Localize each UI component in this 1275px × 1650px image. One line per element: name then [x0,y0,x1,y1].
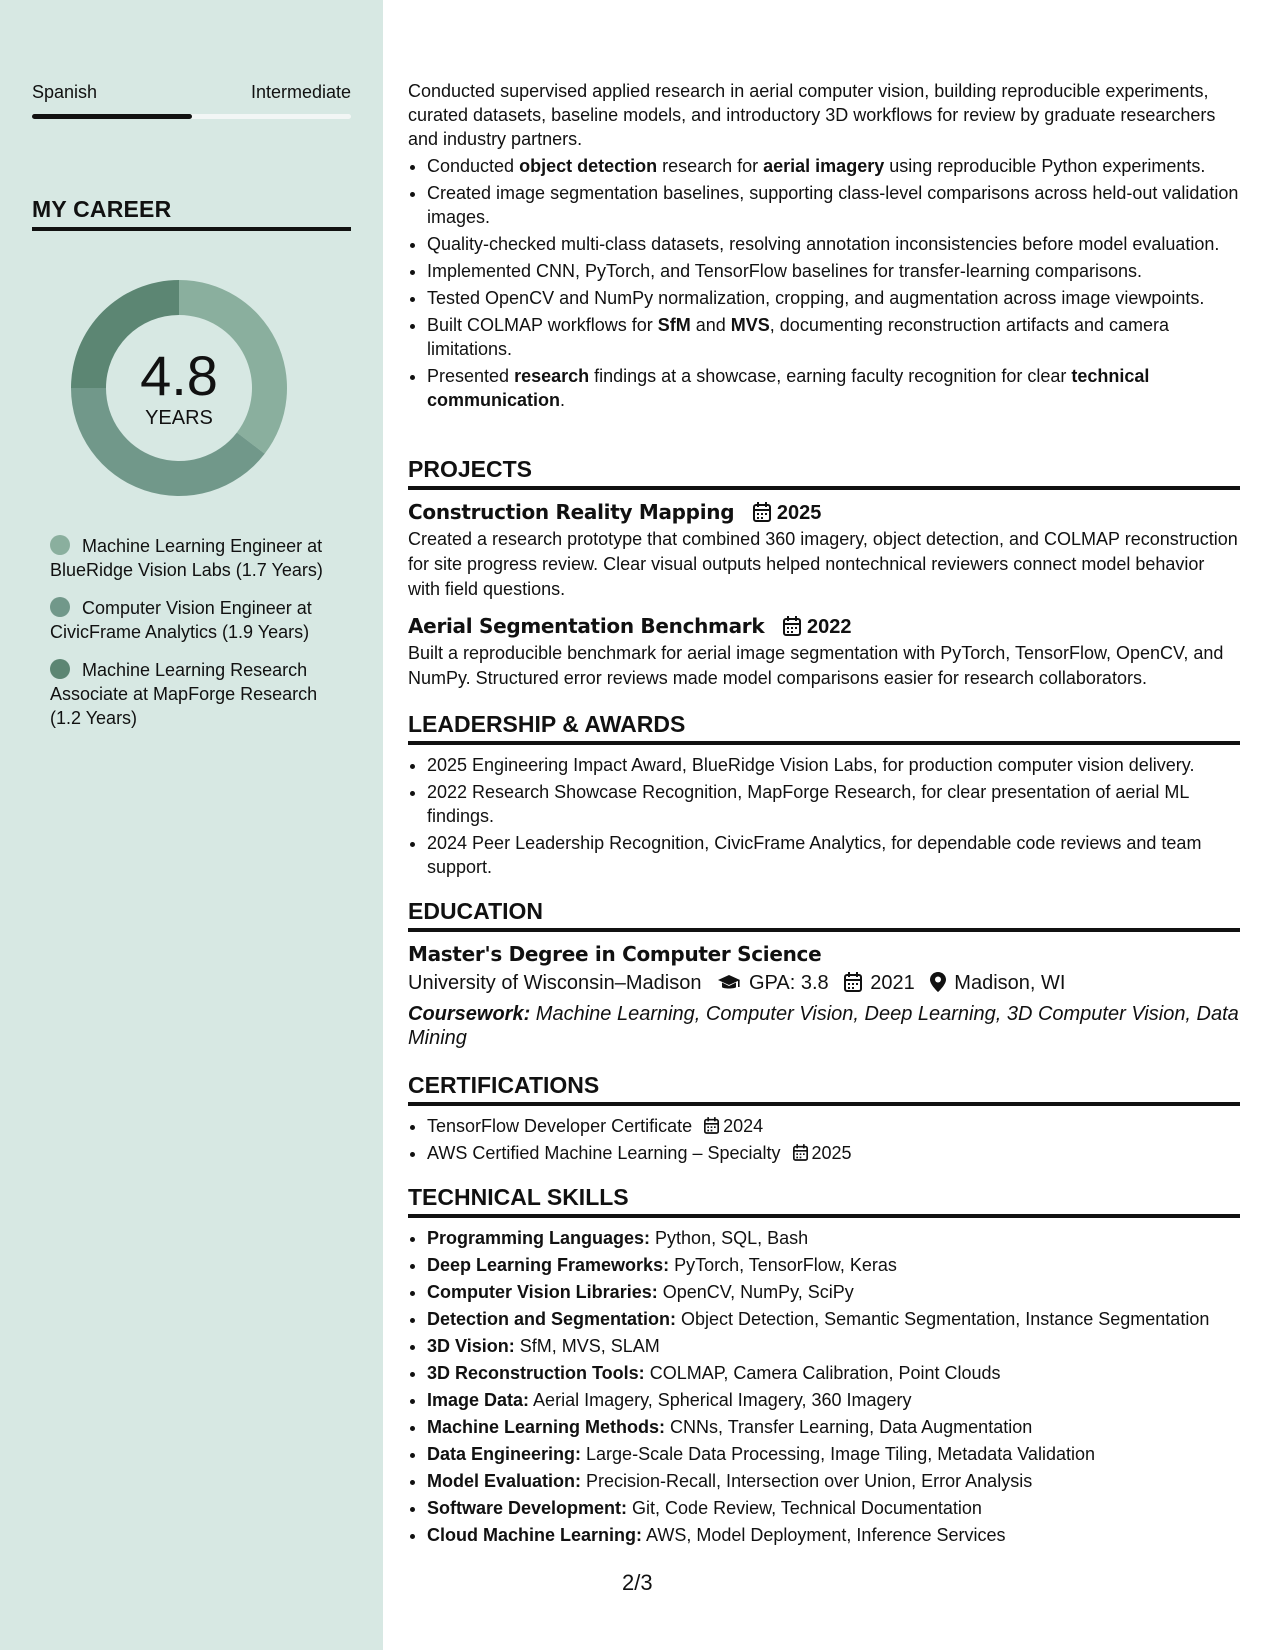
text: Built COLMAP workflows for [427,315,658,335]
skill-value: CNNs, Transfer Learning, Data Augmentation [665,1417,1033,1437]
career-item [50,534,340,582]
skill-label: Software Development: [427,1498,628,1518]
text: Conducted [427,156,520,176]
skill-label: Deep Learning Frameworks: [427,1255,670,1275]
education-meta [408,968,1240,998]
project-year: 2022 [807,616,852,638]
list-item [427,1141,1240,1165]
list-item [427,1280,1240,1304]
list-item [427,364,1240,412]
calendar-icon [844,972,862,992]
text: Quality-checked multi-class datasets, resolving annotation inconsistencies before model evaluation. [427,234,1220,254]
career-total [66,275,292,501]
coursework [408,1002,1240,1050]
skill-value: SfM, MVS, SLAM [514,1336,660,1356]
project-title [408,498,1240,527]
text: research for [657,156,764,176]
list-item [427,181,1240,229]
skill-value: PyTorch, TensorFlow, Keras [669,1255,897,1275]
education-heading: EDUCATION [408,898,1240,932]
calendar-icon [753,502,771,522]
text: Created image segmentation baselines, supporting class-level comparisons across held-out validation images. [427,183,1239,227]
bold-text: technical communication [427,366,1150,410]
list-item [427,313,1240,361]
skill-label: Image Data: [427,1390,530,1410]
legend-dot [50,659,70,679]
degree-title: Master's Degree in Computer Science [408,942,822,966]
bold-text: SfM [657,315,691,335]
skill-label: Machine Learning Methods: [427,1417,666,1437]
text: Implemented CNN, PyTorch, and TensorFlow baselines for transfer-learning comparisons. [427,261,1142,281]
skill-value: Git, Code Review, Technical Documentation [627,1498,982,1518]
projects-section [408,456,1240,691]
skill-label: Detection and Segmentation: [427,1309,677,1329]
career-item-label: Machine Learning Engineer at BlueRidge Vision Labs (1.7 Years) [50,536,323,580]
text: findings at a showcase, earning faculty recognition for clear [589,366,1072,386]
calendar-icon [793,1144,808,1161]
certifications-section [408,1072,1240,1168]
career-item [50,658,340,730]
project-description: Created a research prototype that combined 360 imagery, object detection, and COLMAP reconstruction for site progress review. Clear visual outputs helped nontechnical reviewers connect model behavior with field questions. [408,529,1238,599]
projects-heading: PROJECTS [408,456,1240,490]
certification-name: AWS Certified Machine Learning – Specialty [427,1143,781,1163]
list-item [427,232,1240,256]
skill-label: Cloud Machine Learning: [427,1525,643,1545]
legend-dot [50,535,70,555]
skills-section [408,1184,1240,1550]
list-item [427,1442,1240,1466]
skill-label: Computer Vision Libraries: [427,1282,658,1302]
career-total-unit: YEARS [145,406,213,429]
map-pin-icon [930,972,946,992]
text: , documenting reconstruction artifacts and camera limitations. [427,315,1169,359]
leadership-heading: LEADERSHIP & AWARDS [408,711,1240,745]
language-row [32,82,351,103]
coursework-list: Machine Learning, Computer Vision, Deep Learning, 3D Computer Vision, Data Mining [408,1003,1239,1049]
list-item: • 2022 Research Showcase Recognition, MapForge Research, for clear presentation of aerial ML findings. [427,780,1240,828]
career-item-label: Machine Learning Research Associate at MapForge Research (1.2 Years) [50,660,318,728]
list-item [427,1226,1240,1250]
language-name: Spanish [32,82,98,102]
main-content [408,0,1240,1650]
career-item [50,596,340,644]
career-heading: MY CAREER [32,196,351,231]
leadership-list [408,753,1240,879]
skill-label: Model Evaluation: [427,1471,582,1491]
graduation-year: 2021 [870,972,915,994]
project-name: Construction Reality Mapping [408,500,735,524]
bold-text: aerial imagery [763,156,885,176]
coursework-label: Coursework: [408,1003,531,1025]
list-item [427,1388,1240,1412]
sidebar [0,0,383,1650]
calendar-icon [704,1117,719,1134]
career-list [50,534,340,744]
skill-value: Python, SQL, Bash [650,1228,809,1248]
text: . [560,390,566,410]
certifications-heading: CERTIFICATIONS [408,1072,1240,1106]
bold-text: research [514,366,590,386]
skills-heading: TECHNICAL SKILLS [408,1184,1240,1218]
list-item [427,1253,1240,1277]
list-item [427,1523,1240,1547]
experience-summary: Conducted supervised applied research in aerial computer vision, building reproducible experiments, curated datasets, baseline models, and introductory 3D workflows for review by graduate researchers and industry partners. [408,81,1216,149]
list-item [427,1469,1240,1493]
location: Madison, WI [954,972,1066,994]
list-item: • 2025 Engineering Impact Award, BlueRidge Vision Labs, for production computer vision delivery. [427,753,1240,777]
skill-value: Aerial Imagery, Spherical Imagery, 360 Imagery [529,1390,912,1410]
list-item [427,1334,1240,1358]
skill-value: Precision-Recall, Intersection over Union, Error Analysis [581,1471,1033,1491]
project-name: Aerial Segmentation Benchmark [408,614,765,638]
career-item-label: Computer Vision Engineer at CivicFrame Analytics (1.9 Years) [50,598,312,642]
skill-label: Programming Languages: [427,1228,651,1248]
skill-label: 3D Vision: [427,1336,515,1356]
gpa: GPA: 3.8 [749,972,829,994]
career-total-value: 4.8 [140,343,218,407]
graduation-cap-icon [717,974,741,992]
project-year: 2025 [776,502,822,524]
list-item [427,1361,1240,1385]
text: using reproducible Python experiments. [884,156,1206,176]
project-description: Built a reproducible benchmark for aerial image segmentation with PyTorch, TensorFlow, OpenCV, and NumPy. Structured error reviews made model comparisons easier for research collaborators. [408,643,1224,688]
experience-section [408,79,1240,415]
bold-text: MVS [730,315,770,335]
skills-list [408,1226,1240,1547]
language-level: Intermediate [250,82,351,102]
legend-dot [50,597,70,617]
certification-year: 2024 [723,1116,764,1136]
list-item [427,154,1240,178]
list-item [427,1415,1240,1439]
list-item [427,286,1240,310]
skill-label: 3D Reconstruction Tools: [427,1363,645,1383]
language-level-bar [32,114,351,119]
skill-value: Large-Scale Data Processing, Image Tiling, Metadata Validation [581,1444,1095,1464]
certification-year: 2025 [811,1143,852,1163]
skill-value: COLMAP, Camera Calibration, Point Clouds [644,1363,1001,1383]
leadership-section [408,711,1240,882]
project-title [408,612,1240,641]
list-item: • 2024 Peer Leadership Recognition, CivicFrame Analytics, for dependable code reviews and team support. [427,831,1240,879]
text: Presented [427,366,515,386]
certifications-list [408,1114,1240,1165]
skill-value: OpenCV, NumPy, SciPy [657,1282,854,1302]
list-item [427,1114,1240,1138]
school-name: University of Wisconsin–Madison [408,972,702,994]
language-level-fill [32,114,192,119]
page-number: 2/3 [622,1570,653,1595]
bold-text: object detection [519,156,658,176]
calendar-icon [783,616,801,636]
list-item [427,259,1240,283]
text: and [690,315,731,335]
list-item [427,1496,1240,1520]
certification-name: TensorFlow Developer Certificate [427,1116,693,1136]
list-item [427,1307,1240,1331]
skill-value: AWS, Model Deployment, Inference Services [642,1525,1006,1545]
education-section [408,898,1240,1050]
skill-value: Object Detection, Semantic Segmentation, Instance Segmentation [676,1309,1210,1329]
skill-label: Data Engineering: [427,1444,582,1464]
text: Tested OpenCV and NumPy normalization, cropping, and augmentation across image viewpoints. [427,288,1205,308]
experience-bullets [408,154,1240,412]
